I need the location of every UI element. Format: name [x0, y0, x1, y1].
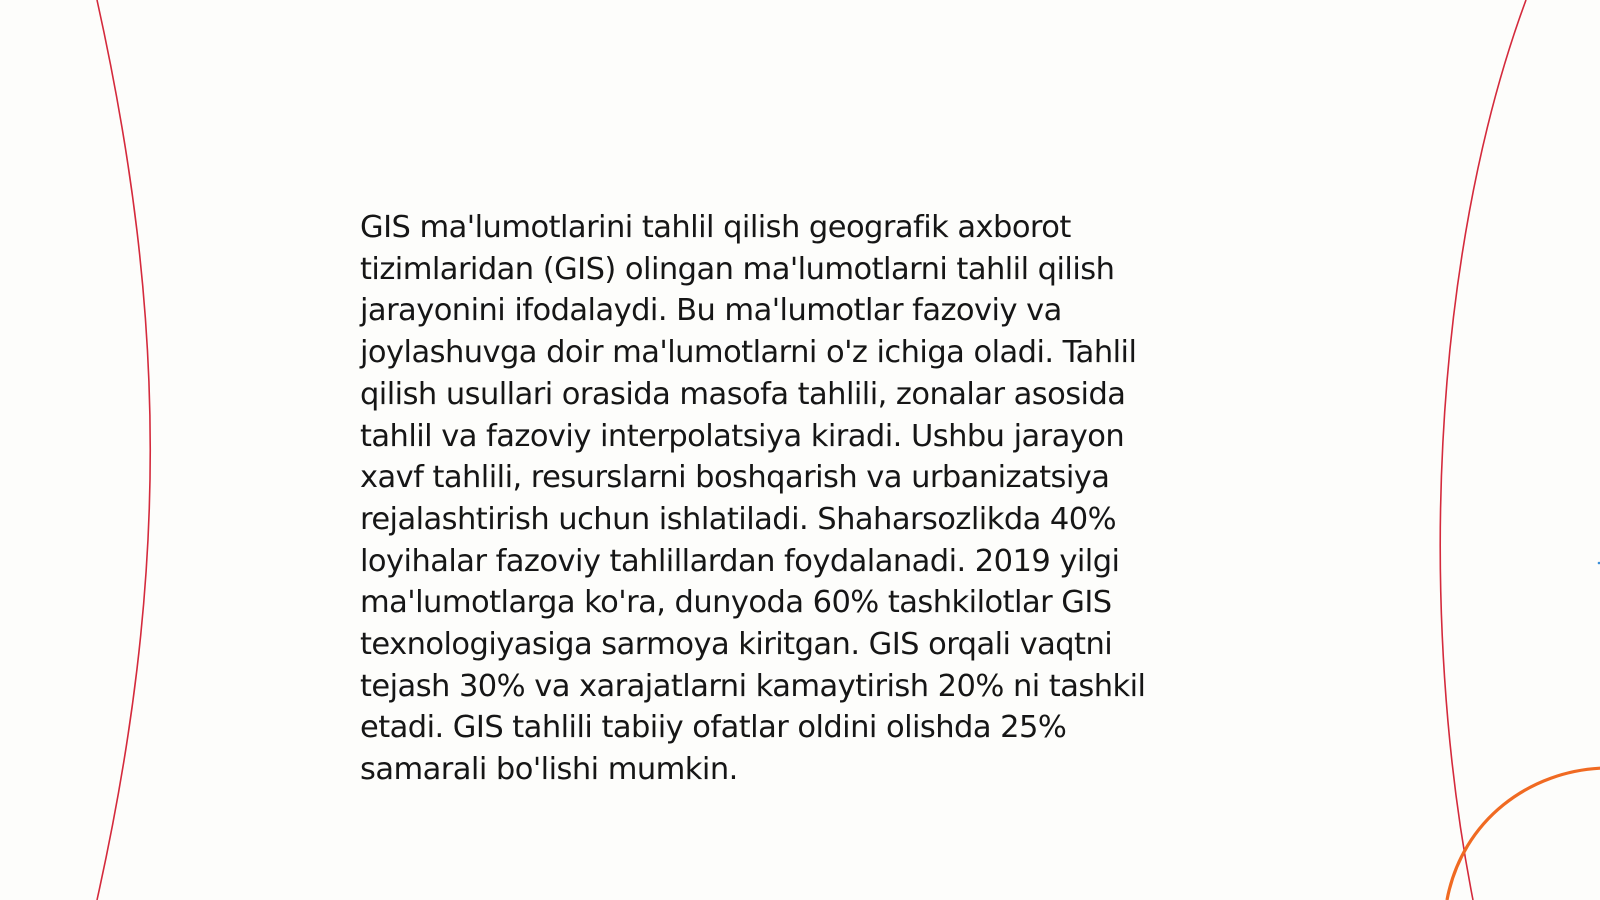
paragraph-line: tahlil va fazoviy interpolatsiya kiradi. Ushbu jarayon	[360, 418, 1125, 454]
body-paragraph	[360, 207, 1240, 791]
paragraph-line: tejash 30% va xarajatlarni kamaytirish 20% ni tashkil	[360, 668, 1146, 704]
paragraph-line: texnologiyasiga sarmoya kiritgan. GIS orqali vaqtni	[360, 627, 1113, 663]
paragraph-line: etadi. GIS tahlili tabiiy ofatlar oldini olishda 25%	[360, 710, 1067, 746]
paragraph-line: rejalashtirish uchun ishlatiladi. Shaharsozlikda 40%	[360, 501, 1117, 537]
paragraph-line: tizimlaridan (GIS) olingan ma'lumotlarni tahlil qilish	[360, 251, 1115, 287]
paragraph-line: qilish usullari orasida masofa tahlili, zonalar asosida	[360, 376, 1126, 412]
paragraph-line: ma'lumotlarga ko'ra, dunyoda 60% tashkilotlar GIS	[360, 585, 1112, 621]
paragraph-line: xavf tahlili, resurslarni boshqarish va urbanizatsiya	[360, 460, 1110, 496]
left-accent-curve	[97, 0, 150, 900]
paragraph-line: loyihalar fazoviy tahlillardan foydalanadi. 2019 yilgi	[360, 543, 1120, 579]
paragraph-line: joylashuvga doir ma'lumotlarni o'z ichiga oladi. Tahlil	[360, 335, 1137, 371]
right-accent-curve	[1440, 0, 1526, 900]
paragraph-line: samarali bo'lishi mumkin.	[360, 752, 738, 788]
paragraph-line: GIS ma'lumotlarini tahlil qilish geografik axborot	[360, 210, 1071, 245]
paragraph-line: jarayonini ifodalaydi. Bu ma'lumotlar fazoviy va	[360, 293, 1062, 329]
